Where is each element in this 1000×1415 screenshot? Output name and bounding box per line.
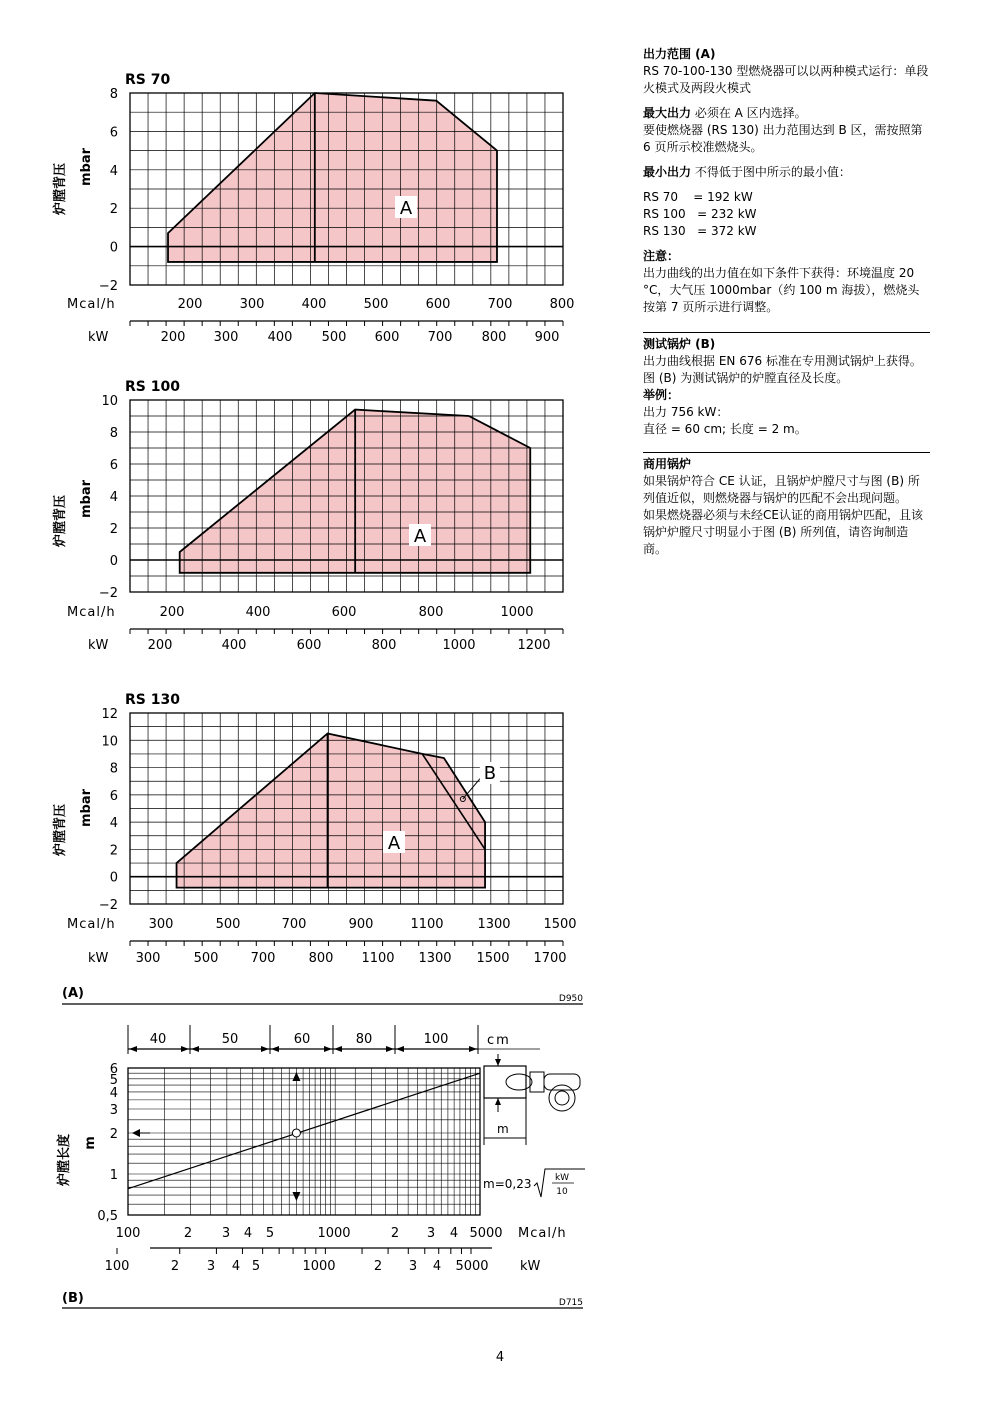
x-axis-mcal-label: Mcal/h <box>67 917 116 932</box>
chart-title: RS 130 <box>125 692 180 708</box>
x-kw-tick-label: 4 <box>231 1259 241 1274</box>
y-tick-label: 3 <box>109 1103 118 1119</box>
min-output-title: 最小出力 <box>643 165 692 179</box>
x-kw-tick-label: 300 <box>213 330 239 345</box>
y-tick-label: 5 <box>109 1072 118 1088</box>
chart-title: RS 70 <box>125 72 171 88</box>
x-kw-tick-label: 1100 <box>361 951 395 966</box>
x-mcal-tick-label: 400 <box>301 297 327 312</box>
x-kw-tick-label: 4 <box>432 1259 442 1274</box>
y-tick-label: 4 <box>109 490 118 505</box>
diameter-arrow-left <box>271 1046 279 1052</box>
y-tick-label: 2 <box>109 843 118 859</box>
range-title: 出力范围 (A) <box>643 47 716 61</box>
x-kw-tick-label: 1200 <box>517 638 551 653</box>
diameter-arrow-right <box>469 1046 477 1052</box>
y-tick-label: 1 <box>109 1167 118 1183</box>
y-axis-unit: mbar <box>79 479 94 519</box>
y-tick-label: 2 <box>109 202 118 218</box>
min-output-paragraph <box>643 164 930 181</box>
diameter-tick-label: 40 <box>149 1032 167 1047</box>
y-tick-label: 2 <box>109 522 118 537</box>
x-mcal-tick-label: 3 <box>221 1226 231 1241</box>
chart-title: RS 100 <box>125 379 180 395</box>
y-tick-label: 10 <box>101 394 118 409</box>
operating-region-fill <box>168 93 497 262</box>
y-tick-label: −2 <box>98 279 118 294</box>
x-kw-tick-label: 700 <box>427 330 453 345</box>
max-output-body-2: 要使燃烧器 (RS 130) 出力范围达到 B 区，需按照第 6 页所示校准燃烧头。 <box>643 123 923 154</box>
y-axis-unit: m <box>83 1136 98 1150</box>
x-mcal-tick-label: 200 <box>159 605 185 620</box>
y-axis-label: 炉膛背压 <box>53 494 68 548</box>
description-column <box>643 46 930 558</box>
y-tick-label: 4 <box>109 816 118 832</box>
x-mcal-tick-label: 800 <box>418 605 444 620</box>
y-tick-label: 6 <box>109 125 118 141</box>
x-mcal-tick-label: 1000 <box>317 1226 351 1241</box>
range-body: RS 70-100-130 型燃烧器可以以两种模式运行：单段火模式及两段火模式 <box>643 64 929 95</box>
min-output-body: 不得低于图中所示的最小值： <box>691 165 851 179</box>
x-mcal-tick-label: 700 <box>281 917 307 932</box>
x-kw-tick-label: 100 <box>104 1259 130 1274</box>
y-tick-label: 0 <box>109 870 118 886</box>
x-kw-tick-label: 1000 <box>302 1259 336 1274</box>
max-output-title: 最大出力 <box>643 106 692 120</box>
diameter-arrow-left <box>334 1046 342 1052</box>
x-mcal-tick-label: 600 <box>331 605 357 620</box>
y-axis-label: 炉膛背压 <box>53 803 68 857</box>
note-title: 注意： <box>643 249 680 263</box>
x-mcal-tick-label: 400 <box>245 605 271 620</box>
diameter-arrow-left <box>129 1046 137 1052</box>
x-kw-tick-label: 500 <box>321 330 347 345</box>
burner-fan-icon <box>549 1085 575 1111</box>
diameter-arrow-left <box>396 1046 404 1052</box>
x-mcal-tick-label: 2 <box>390 1226 400 1241</box>
region-a-label: A <box>399 198 413 219</box>
x-mcal-tick-label: 600 <box>425 297 451 312</box>
y-tick-label: 8 <box>109 761 118 777</box>
x-kw-tick-label: 5000 <box>455 1259 489 1274</box>
x-mcal-tick-label: 5 <box>265 1226 275 1241</box>
y-tick-label: −2 <box>98 586 118 601</box>
note-body: 出力曲线的出力值在如下条件下获得：环境温度 20 °C，大气压 1000mbar（约 100 m 海拔），燃烧头按第 7 页所示进行调整。 <box>643 266 920 314</box>
x-mcal-tick-label: 900 <box>348 917 374 932</box>
x-kw-tick-label: 1700 <box>533 951 567 966</box>
diameter-tick-label: 80 <box>355 1032 373 1047</box>
length-dim-label: m <box>497 1122 509 1136</box>
min-value-rs100: RS 100 = 232 kW <box>643 207 757 221</box>
formula-prefix: m=0,23 <box>483 1177 532 1191</box>
x-kw-tick-label: 3 <box>206 1259 216 1274</box>
y-tick-label: 8 <box>109 87 118 102</box>
x-kw-tick-label: 800 <box>371 638 397 653</box>
max-output-body: 必须在 A 区内选择。 <box>691 106 807 120</box>
burner-flame-icon <box>506 1074 532 1090</box>
figure-b-label: (B) <box>62 1291 84 1306</box>
x-mcal-tick-label: 1000 <box>500 605 534 620</box>
x-mcal-tick-label: 800 <box>549 297 575 312</box>
x-mcal-tick-label: 2 <box>183 1226 193 1241</box>
burner-body-icon <box>544 1074 580 1090</box>
diameter-unit-label: cm <box>487 1033 511 1048</box>
x-kw-tick-label: 2 <box>373 1259 383 1274</box>
x-kw-tick-label: 300 <box>135 951 161 966</box>
x-mcal-tick-label: 500 <box>363 297 389 312</box>
x-mcal-tick-label: 4 <box>449 1226 459 1241</box>
max-output-paragraph <box>643 105 930 122</box>
region-a-label: A <box>387 833 401 854</box>
y-tick-label: 4 <box>109 1085 118 1101</box>
y-tick-label: 12 <box>101 707 118 722</box>
x-mcal-tick-label: 1300 <box>477 917 511 932</box>
diameter-dim-arrow <box>495 1059 501 1066</box>
y-example-arrow <box>132 1129 140 1137</box>
bottom-example-arrow <box>292 1192 300 1201</box>
x-kw-tick-label: 400 <box>221 638 247 653</box>
example-body-1: 出力 756 kW： <box>643 405 729 419</box>
y-tick-label: 0 <box>109 240 118 256</box>
test-boiler-title: 测试锅炉 (B) <box>643 337 716 351</box>
formula-numerator: kW <box>554 1173 570 1183</box>
commercial-boiler-body-1: 如果锅炉符合 CE 认证，且锅炉炉膛尺寸与图 (B) 所列值近似，则燃烧器与锅炉的匹配不会出现问题。 <box>643 474 920 505</box>
y-tick-label: 2 <box>109 1126 118 1142</box>
diameter-arrow-right <box>386 1046 394 1052</box>
y-tick-label: 6 <box>109 788 118 804</box>
x-axis-kw-label: kW <box>88 638 109 653</box>
x-kw-tick-label: 200 <box>160 330 186 345</box>
x-kw-tick-label: 200 <box>147 638 173 653</box>
page-number: 4 <box>495 1350 505 1365</box>
x-kw-tick-label: 600 <box>374 330 400 345</box>
x-mcal-tick-label: 700 <box>487 297 513 312</box>
chamber-length-line <box>128 1073 480 1189</box>
x-mcal-tick-label: 1500 <box>543 917 577 932</box>
x-kw-tick-label: 5 <box>251 1259 261 1274</box>
x-kw-tick-label: 400 <box>267 330 293 345</box>
region-a-label: A <box>413 526 427 547</box>
x-axis-kw-label: kW <box>88 951 109 966</box>
y-tick-label: 4 <box>109 163 118 179</box>
x-kw-tick-label: 3 <box>408 1259 418 1274</box>
commercial-boiler-title: 商用锅炉 <box>643 457 692 471</box>
y-tick-label: 10 <box>101 734 118 750</box>
x-mcal-tick-label: 3 <box>426 1226 436 1241</box>
test-boiler-body: 出力曲线根据 EN 676 标准在专用测试锅炉上获得。图 (B) 为测试锅炉的炉膛直径及长度。 <box>643 354 922 385</box>
diameter-arrow-left <box>191 1046 199 1052</box>
y-tick-label: −2 <box>98 898 118 913</box>
x-kw-tick-label: 800 <box>308 951 334 966</box>
diameter-tick-label: 100 <box>423 1032 449 1047</box>
x-kw-tick-label: 500 <box>193 951 219 966</box>
x-kw-tick-label: 1500 <box>476 951 510 966</box>
x-axis-mcal-label: Mcal/h <box>67 605 116 620</box>
y-tick-label: 0,5 <box>97 1209 118 1224</box>
commercial-boiler-body-2: 如果燃烧器必须与未经CE认证的商用锅炉匹配，且该锅炉炉膛尺寸明显小于图 (B) 所列值，请咨询制造商。 <box>643 508 923 556</box>
x-axis-mcal-label: Mcal/h <box>67 297 116 312</box>
y-axis-unit: mbar <box>79 147 94 187</box>
x-mcal-tick-label: 200 <box>177 297 203 312</box>
x-mcal-tick-label: 300 <box>148 917 174 932</box>
formula-denominator: 10 <box>556 1187 568 1197</box>
figure-b-code: D715 <box>558 1298 583 1308</box>
x-axis-kw-label: kW <box>88 330 109 345</box>
x-axis-mcal-label: Mcal/h <box>518 1226 567 1241</box>
burner-fan-hub-icon <box>555 1091 569 1105</box>
diameter-dim-arrow <box>495 1098 501 1105</box>
x-kw-tick-label: 2 <box>170 1259 180 1274</box>
y-axis-label: 炉膛背压 <box>53 162 68 216</box>
diameter-arrow-right <box>261 1046 269 1052</box>
y-tick-label: 6 <box>109 458 118 473</box>
x-mcal-tick-label: 300 <box>239 297 265 312</box>
x-kw-tick-label: 900 <box>534 330 560 345</box>
x-mcal-tick-label: 4 <box>243 1226 253 1241</box>
x-kw-tick-label: 800 <box>481 330 507 345</box>
x-kw-tick-label: 1300 <box>418 951 452 966</box>
region-b-label: B <box>483 762 497 784</box>
x-mcal-tick-label: 100 <box>115 1226 141 1241</box>
x-mcal-tick-label: 5000 <box>469 1226 503 1241</box>
y-axis-unit: mbar <box>79 788 94 828</box>
x-kw-tick-label: 1000 <box>442 638 476 653</box>
section-divider <box>643 332 930 333</box>
section-divider <box>643 452 930 453</box>
y-tick-label: 8 <box>109 426 118 441</box>
diameter-tick-label: 50 <box>221 1032 239 1047</box>
example-point-marker <box>292 1129 300 1137</box>
x-kw-tick-label: 700 <box>250 951 276 966</box>
x-axis-kw-label: kW <box>520 1259 541 1274</box>
example-title: 举例： <box>643 388 680 402</box>
chamber-outline <box>484 1066 526 1098</box>
example-body-2: 直径 = 60 cm; 长度 = 2 m。 <box>643 422 807 436</box>
min-value-rs70: RS 70 = 192 kW <box>643 190 753 204</box>
x-mcal-tick-label: 1100 <box>410 917 444 932</box>
x-kw-tick-label: 600 <box>296 638 322 653</box>
diameter-arrow-right <box>324 1046 332 1052</box>
x-mcal-tick-label: 500 <box>215 917 241 932</box>
figure-a-label: (A) <box>62 986 84 1001</box>
y-tick-label: 0 <box>109 554 118 569</box>
y-axis-label: 炉膛长度 <box>57 1133 72 1187</box>
min-value-rs130: RS 130 = 372 kW <box>643 224 757 238</box>
diameter-tick-label: 60 <box>293 1032 311 1047</box>
y-tick-label: 6 <box>109 1062 118 1077</box>
diameter-arrow-right <box>181 1046 189 1052</box>
figure-a-code: D950 <box>558 994 583 1004</box>
